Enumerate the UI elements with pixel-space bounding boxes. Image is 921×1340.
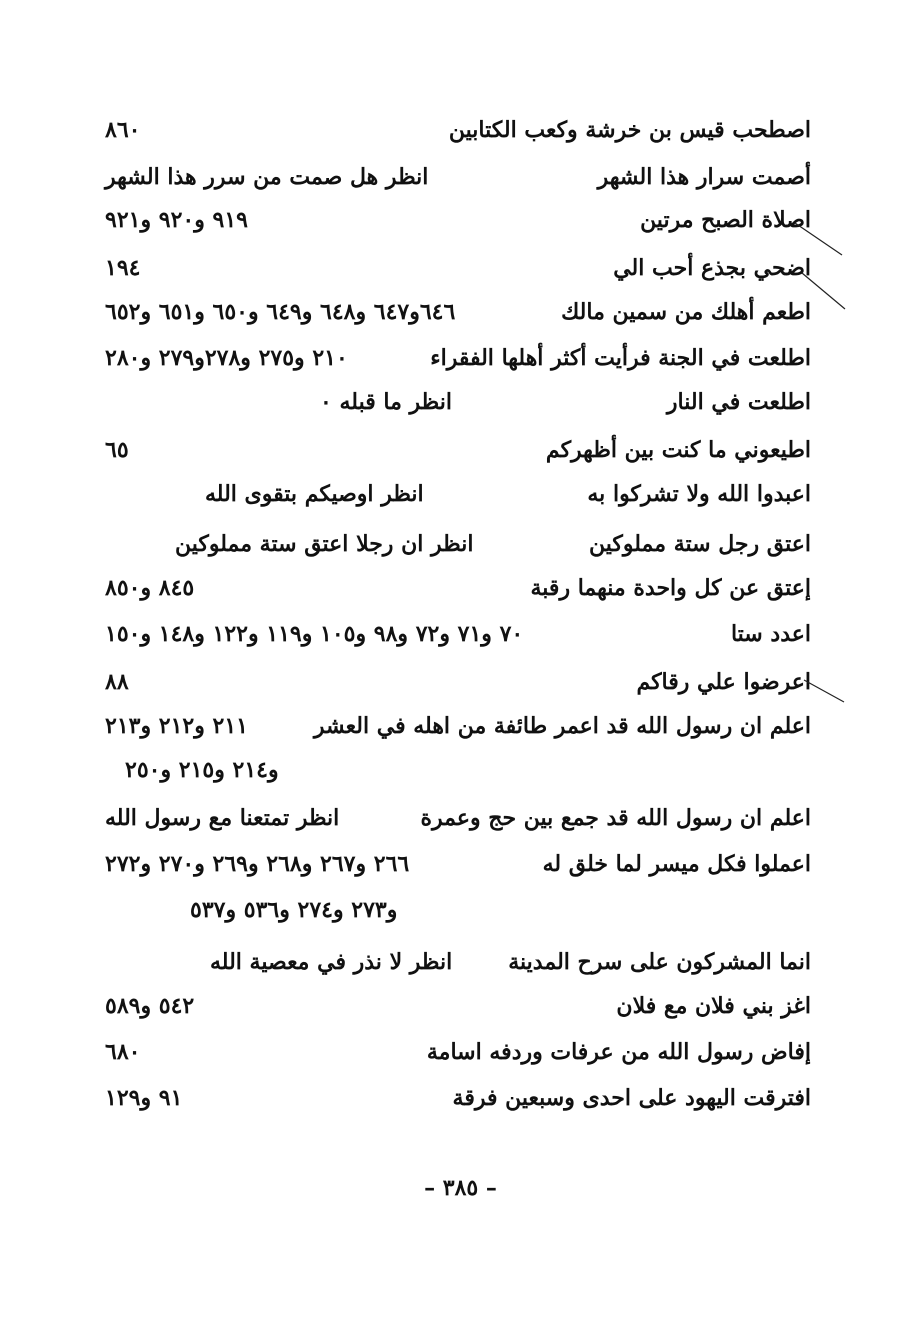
entry-reference: ٥٤٢ و٥٨٩ [105, 993, 195, 1019]
handwritten-margin-marks [790, 215, 850, 325]
index-entry [95, 108, 811, 152]
entry-reference: ٢٦٦ و٢٦٧ و٢٦٨ و٢٦٩ و٢٧٠ و٢٧٢ [105, 851, 410, 877]
entry-phrase: اعبدوا الله ولا تشركوا به [587, 481, 811, 507]
entry-reference: انظر ان رجلا اعتق ستة مملوكين [175, 531, 474, 557]
index-entry [95, 290, 811, 334]
entry-phrase: اعملوا فكل ميسر لما خلق له [542, 851, 811, 877]
entry-phrase: اطيعوني ما كنت بين أظهركم [545, 437, 811, 463]
handwritten-margin-mark [800, 668, 850, 708]
entry-phrase: اغز بني فلان مع فلان [616, 993, 811, 1019]
entry-reference: ١٩٤ [105, 255, 141, 281]
index-entry [95, 428, 811, 472]
index-entry [95, 472, 811, 516]
pen-stroke [804, 680, 844, 702]
index-entry [95, 198, 811, 242]
index-entry [95, 246, 811, 290]
entry-reference: انظر تمتعنا مع رسول الله [105, 805, 340, 831]
index-entry [95, 660, 811, 704]
entry-phrase: اعلم ان رسول الله قد اعمر طائفة من اهله في العشر [313, 713, 811, 739]
entry-reference: ٨٦٠ [105, 117, 141, 143]
entry-phrase: اعرضوا علي رقاكم [636, 669, 811, 695]
entry-phrase: إعتق عن كل واحدة منهما رقبة [530, 575, 811, 601]
entry-phrase: اصلاة الصبح مرتين [640, 207, 811, 233]
entry-reference: ٢١١ و٢١٢ و٢١٣ [105, 713, 248, 739]
entry-reference: ٨٤٥ و٨٥٠ [105, 575, 195, 601]
entry-phrase: اطلعت في الجنة فرأيت أكثر أهلها الفقراء [430, 345, 811, 371]
entry-phrase: اعلم ان رسول الله قد جمع بين حج وعمرة [420, 805, 811, 831]
index-entry [95, 1076, 811, 1120]
index-entry [95, 796, 811, 840]
index-entry-continuation [95, 888, 811, 932]
page-number: – ٣٨٥ – [424, 1175, 497, 1201]
index-entry [95, 1030, 811, 1074]
index-entry [95, 704, 811, 748]
entry-phrase: أصمت سرار هذا الشهر [597, 164, 811, 190]
pen-stroke [802, 273, 845, 309]
entry-reference: انظر لا نذر في معصية الله [210, 949, 453, 975]
entry-reference: انظر هل صمت من سرر هذا الشهر [105, 164, 429, 190]
entry-reference: ٩١ و١٢٩ [105, 1085, 183, 1111]
pen-stroke [795, 223, 842, 255]
entry-reference: ٩١٩ و٩٢٠ و٩٢١ [105, 207, 248, 233]
index-entry [95, 336, 811, 380]
entry-phrase: اطلعت في النار [666, 389, 811, 415]
entry-phrase: اصطحب قيس بن خرشة وكعب الكتابين [448, 117, 811, 143]
index-entry [95, 566, 811, 610]
entry-reference: ٧٠ و٧١ و٧٢ و٩٨ و١٠٥ و١١٩ و١٢٢ و١٤٨ و١٥٠ [105, 621, 524, 647]
index-entry [95, 612, 811, 656]
entry-phrase: افترقت اليهود على احدى وسبعين فرقة [452, 1085, 811, 1111]
index-entry [95, 155, 811, 199]
entry-phrase: اطعم أهلك من سمين مالك [561, 299, 811, 325]
entry-reference: انظر اوصيكم بتقوى الله [205, 481, 424, 507]
entry-phrase: اضحي بجذع أحب الي [613, 255, 811, 281]
entry-reference: ٦٥ [105, 437, 129, 463]
entry-reference: ٦٤٦و٦٤٧ و٦٤٨ و٦٤٩ و٦٥٠ و٦٥١ و٦٥٢ [105, 299, 456, 325]
index-entry [95, 380, 811, 424]
index-entry [95, 842, 811, 886]
entry-phrase: اعتق رجل ستة مملوكين [589, 531, 811, 557]
entry-reference: انظر ما قبله ٠ [320, 389, 452, 415]
index-entry [95, 984, 811, 1028]
index-entry [95, 522, 811, 566]
entry-reference: و٢١٤ و٢١٥ و٢٥٠ [125, 757, 279, 783]
entry-reference: ٢١٠ و٢٧٥ و٢٧٨و٢٧٩ و٢٨٠ [105, 345, 348, 371]
index-entry [95, 940, 811, 984]
entry-phrase: إفاض رسول الله من عرفات وردفه اسامة [426, 1039, 811, 1065]
entry-phrase: انما المشركون على سرح المدينة [508, 949, 811, 975]
entry-reference: ٨٨ [105, 669, 129, 695]
index-entry-continuation [95, 748, 811, 792]
entry-phrase: اعدد ستا [730, 621, 811, 647]
entry-reference: ٦٨٠ [105, 1039, 141, 1065]
entry-reference: و٢٧٣ و٢٧٤ و٥٣٦ و٥٣٧ [190, 897, 398, 923]
